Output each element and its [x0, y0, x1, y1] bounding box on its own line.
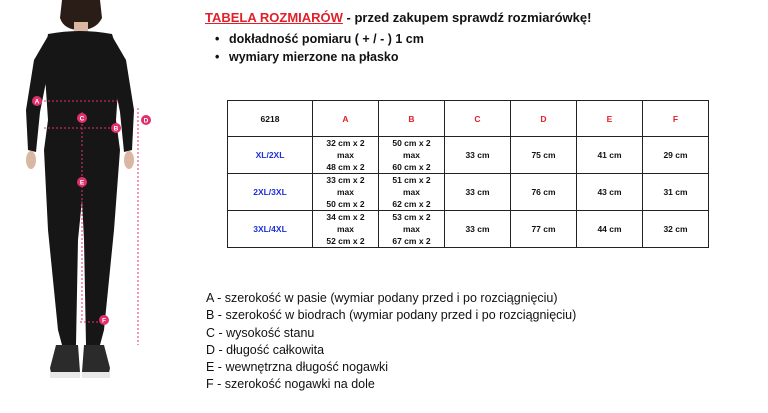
model-code: 6218	[228, 101, 313, 137]
cell-b: 50 cm x 2 max 60 cm x 2	[379, 137, 445, 174]
cell-a: 33 cm x 2 max 50 cm x 2	[313, 174, 379, 211]
size-label: XL/2XL	[228, 137, 313, 174]
cell-f: 29 cm	[643, 137, 709, 174]
model-figure	[0, 0, 200, 413]
size-label: 3XL/4XL	[228, 211, 313, 248]
cell-e: 43 cm	[577, 174, 643, 211]
page-title	[205, 10, 765, 26]
cell-d: 75 cm	[511, 137, 577, 174]
column-header-d: D	[511, 101, 577, 137]
table-row	[228, 174, 709, 211]
cell-c: 33 cm	[445, 174, 511, 211]
title-highlight: TABELA ROZMIARÓW	[205, 10, 343, 25]
marker-label-e: E	[79, 179, 85, 187]
cell-f: 32 cm	[643, 211, 709, 248]
legend-item: F - szerokość nogawki na dole	[206, 377, 375, 392]
cell-b: 53 cm x 2 max 67 cm x 2	[379, 211, 445, 248]
legend-item: C - wysokość stanu	[206, 325, 315, 340]
column-header-b: B	[379, 101, 445, 137]
size-table	[227, 100, 709, 248]
table-row	[228, 137, 709, 174]
cell-d: 76 cm	[511, 174, 577, 211]
size-label: 2XL/3XL	[228, 174, 313, 211]
column-header-e: E	[577, 101, 643, 137]
legend-item: A - szerokość w pasie (wymiar podany przed i po rozciągnięciu)	[206, 291, 558, 305]
marker-label-a: A	[34, 98, 40, 106]
marker-label-c: C	[79, 115, 85, 123]
column-header-a: A	[313, 101, 379, 137]
cell-c: 33 cm	[445, 137, 511, 174]
measurement-legend	[206, 290, 746, 394]
legend-item: E - wewnętrzna długość nogawki	[206, 360, 389, 375]
table-header-row	[228, 101, 709, 137]
marker-label-b: B	[113, 125, 119, 133]
cell-c: 33 cm	[445, 211, 511, 248]
table-row	[228, 211, 709, 248]
cell-a: 34 cm x 2 max 52 cm x 2	[313, 211, 379, 248]
title-rest: - przed zakupem sprawdź rozmiarówkę!	[342, 10, 592, 25]
cell-d: 77 cm	[511, 211, 577, 248]
legend-item: D - długość całkowita	[206, 342, 325, 357]
column-header-c: C	[445, 101, 511, 137]
marker-label-d: D	[143, 117, 149, 125]
note-item: • dokładność pomiaru ( + / - ) 1 cm	[215, 30, 765, 48]
header	[205, 10, 765, 66]
cell-f: 31 cm	[643, 174, 709, 211]
cell-b: 51 cm x 2 max 62 cm x 2	[379, 174, 445, 211]
legend-item: B - szerokość w biodrach (wymiar podany przed i po rozciągnięciu)	[206, 308, 577, 323]
cell-e: 41 cm	[577, 137, 643, 174]
cell-e: 44 cm	[577, 211, 643, 248]
cell-a: 32 cm x 2 max 48 cm x 2	[313, 137, 379, 174]
notes-list	[215, 30, 765, 66]
marker-label-f: F	[102, 317, 106, 325]
column-header-f: F	[643, 101, 709, 137]
note-item: • wymiary mierzone na płasko	[215, 48, 765, 66]
